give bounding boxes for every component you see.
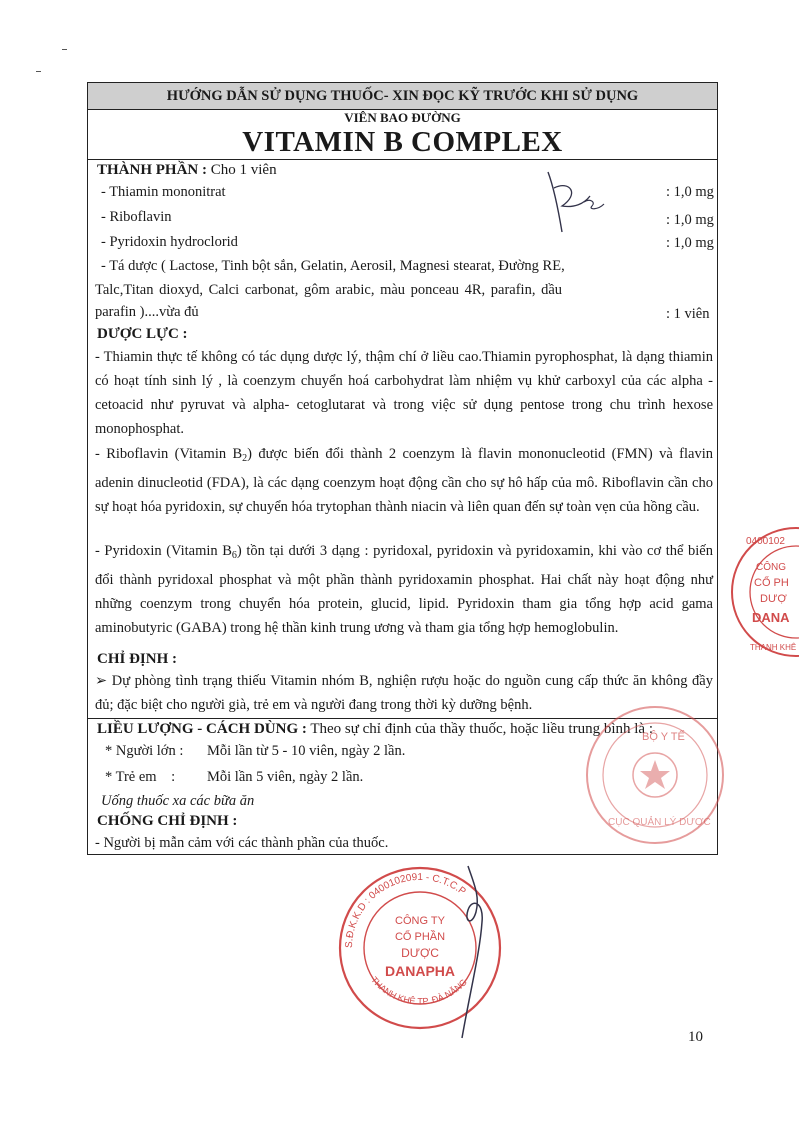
dosage-adult-value: Mỗi lần từ 5 - 10 viên, ngày 2 lần. bbox=[207, 743, 406, 759]
header-band: HƯỚNG DẪN SỬ DỤNG THUỐC- XIN ĐỌC KỸ TRƯỚC KHI SỬ DỤNG bbox=[88, 83, 717, 110]
page-number: 10 bbox=[688, 1029, 703, 1045]
seal-bottom-text: THANH KHÊ bbox=[750, 643, 797, 652]
seal-ring-text: 0400102 bbox=[746, 536, 785, 547]
seal-line: CÔNG bbox=[756, 562, 786, 573]
dosage-note: Uống thuốc xa các bữa ăn bbox=[101, 793, 255, 809]
company-seal-right bbox=[728, 522, 799, 672]
contraindications-heading: CHỐNG CHỈ ĐỊNH : bbox=[97, 813, 238, 829]
composition-heading: THÀNH PHẦN : Cho 1 viên bbox=[97, 162, 277, 178]
seal-line: DƯỢ bbox=[760, 593, 787, 605]
ingredient-name: - Pyridoxin hydroclorid bbox=[101, 234, 238, 250]
seal-line: DANA bbox=[752, 610, 790, 625]
signature bbox=[440, 862, 500, 1042]
seal-bottom-text: THANH KHÊ TP. ĐÀ NẴNG bbox=[369, 974, 469, 1007]
ministry-seal bbox=[580, 700, 730, 850]
ministry-seal-bottom-text: CỤC QUẢN LÝ DƯỢC bbox=[608, 817, 711, 828]
excipient-amount: : 1 viên bbox=[666, 306, 710, 322]
ingredient-name: - Riboflavin bbox=[101, 209, 172, 225]
seal-line: DƯỢC bbox=[401, 946, 439, 960]
seal-line: CÔNG TY bbox=[395, 915, 445, 927]
dosage-heading: LIỀU LƯỢNG - CÁCH DÙNG : Theo sự chỉ định của thầy thuốc, hoặc liều trung bình là : bbox=[97, 721, 653, 737]
excipient-line: parafin )....vừa đủ bbox=[95, 304, 199, 320]
bullet-arrow-icon: ➢ bbox=[95, 673, 108, 689]
seal-ring-text: S.Đ.K.K.D : 0400102091 - C.T.C.P bbox=[343, 871, 468, 949]
scan-speck bbox=[62, 49, 67, 50]
ingredient-amount: : 1,0 mg bbox=[666, 184, 714, 200]
seal-line: CỔ PHẦN bbox=[394, 931, 446, 943]
dosage-form: VIÊN BAO ĐƯỜNG bbox=[344, 110, 461, 125]
pharmacodynamics-thiamin: - Thiamin thực tế không có tác dụng dược lý, thậm chí ở liều cao.Thiamin pyrophosphat, là dạng thiamin có hoạt tính sinh lý , là coenzym chuyển hoá carbohydrat làm nhiệm vụ khử carboxyl của các alpha - cetoacid như pyruvat và alpha- cetoglutarat và trong việc sử dụng pentose trong chu trình hexose monophosphat. bbox=[95, 349, 713, 437]
dosage-adult-label: * Người lớn : bbox=[105, 743, 184, 759]
dosage-child-label: * Trẻ em : bbox=[105, 769, 176, 785]
pharmacodynamics-pyridoxin: - Pyridoxin (Vitamin $B_6$) tồn tại dưới 3 dạng : pyridoxal, pyridoxin và pyridoxamin, khi vào cơ thể biến đổi thành pyridoxal phosphat và một phần thành pyridoxamin phosphat. Hai chất này hoạt động như những coenzym trong chuyển hóa protein, glucid, lipid. Pyridoxin tham gia tổng hợp acid gama aminobutyric (GABA) trong hệ thần kinh trung ương và tham gia tổng hợp hemoglobulin. bbox=[95, 543, 713, 636]
dosage-child-value: Mỗi lần 5 viên, ngày 2 lần. bbox=[207, 769, 364, 785]
contraindications-text: - Người bị mẫn cảm với các thành phần của thuốc. bbox=[95, 835, 389, 851]
seal-line: CỔ PH bbox=[754, 577, 789, 589]
ingredient-name: - Thiamin mononitrat bbox=[101, 184, 226, 200]
product-title: VITAMIN B COMPLEX bbox=[242, 126, 563, 158]
indications-heading: CHỈ ĐỊNH : bbox=[97, 651, 178, 667]
ministry-seal-top-text: BỘ Y TẾ bbox=[642, 731, 685, 743]
excipient-line: - Tá dược ( Lactose, Tinh bột sắn, Gelatin, Aerosil, Magnesi stearat, Đường RE, bbox=[101, 258, 565, 274]
scan-speck bbox=[36, 71, 41, 72]
signature-initial bbox=[540, 168, 620, 238]
pharmacodynamics-heading: DƯỢC LỰC : bbox=[97, 326, 188, 342]
ingredient-amount: : 1,0 mg bbox=[666, 212, 714, 228]
seal-line: DANAPHA bbox=[385, 963, 455, 979]
pharmacodynamics-riboflavin: - Riboflavin (Vitamin $B_2$) được biến đổi thành 2 coenzym là flavin mononucleotid (FMN) và flavin adenin dinucleotid (FDA), là các dạng coenzym hoạt động cần cho sự hô hấp của mô. Riboflavin cần cho sự hoạt hóa pyridoxin, sự chuyển hóa trytophan thành niacin và liên quan đến sự toàn vẹn của hồng cầu. bbox=[95, 446, 713, 515]
excipient-line: Talc,Titan dioxyd, Calci carbonat, gôm arabic, màu ponceau 4R, parafin, dầu bbox=[95, 282, 563, 298]
ingredient-amount: : 1,0 mg bbox=[666, 235, 714, 251]
indications-text: ➢ Dự phòng tình trạng thiếu Vitamin nhóm B, nghiện rượu hoặc do nguồn cung cấp thức ăn không đầy đủ; đặc biệt cho người già, trẻ em và người đang trong thời kỳ dưỡng bệnh. bbox=[95, 673, 713, 713]
